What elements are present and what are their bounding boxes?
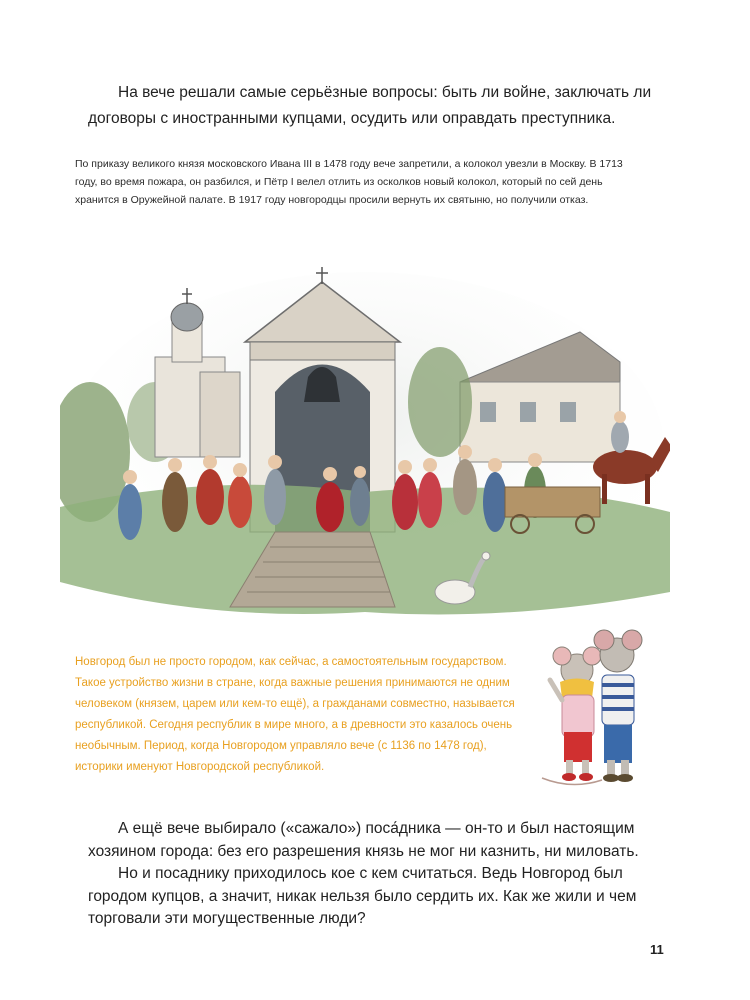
- mice-illustration: [532, 620, 662, 795]
- republic-paragraph: Новгород был не просто городом, как сейчас, а самостоятельным государством. Такое устройство жизни в стране, когда важные решения принимаются не одним человеком (князем, царем или кем-то ещё), а гражданами совместно, называется республикой. Сегодня республик в мире много, а в древности это казалось очень необычным. Период, когда Новгородом управляло вече (с 1136 по 1478 год), историки именуют Новгородской республикой.: [75, 656, 515, 773]
- bell-history-note: По приказу великого князя московского Ивана III в 1478 году вече запретили, а колокол увезли в Москву. В 1713 году, во время пожара, он разбился, и Пётр I велел отлить из осколков новый колокол, который по сей день хранится в Оружейной палате. В 1917 году новгородцы просили вернуть их святыню, но получили отказ.: [75, 158, 623, 206]
- veche-illustration: [60, 262, 670, 637]
- body-paragraph: А ещё вече выбирало («сажало») поса́дника — он-то и был настоящим хозяином города: без его разрешения князь не мог ни казнить, ни миловать.: [88, 820, 639, 860]
- body-text: [88, 818, 680, 931]
- lead-paragraph: На вече решали самые серьёзные вопросы: быть ли войне, заключать ли договоры с иностранными купцами, осудить или оправдать преступника.: [88, 84, 652, 127]
- page-number: 11: [650, 942, 664, 957]
- body-paragraph: Но и посаднику приходилось кое с кем считаться. Ведь Новгород был городом купцов, а значит, никак нельзя было сердить их. Как же жили и чем торговали эти могущественные люди?: [88, 865, 637, 927]
